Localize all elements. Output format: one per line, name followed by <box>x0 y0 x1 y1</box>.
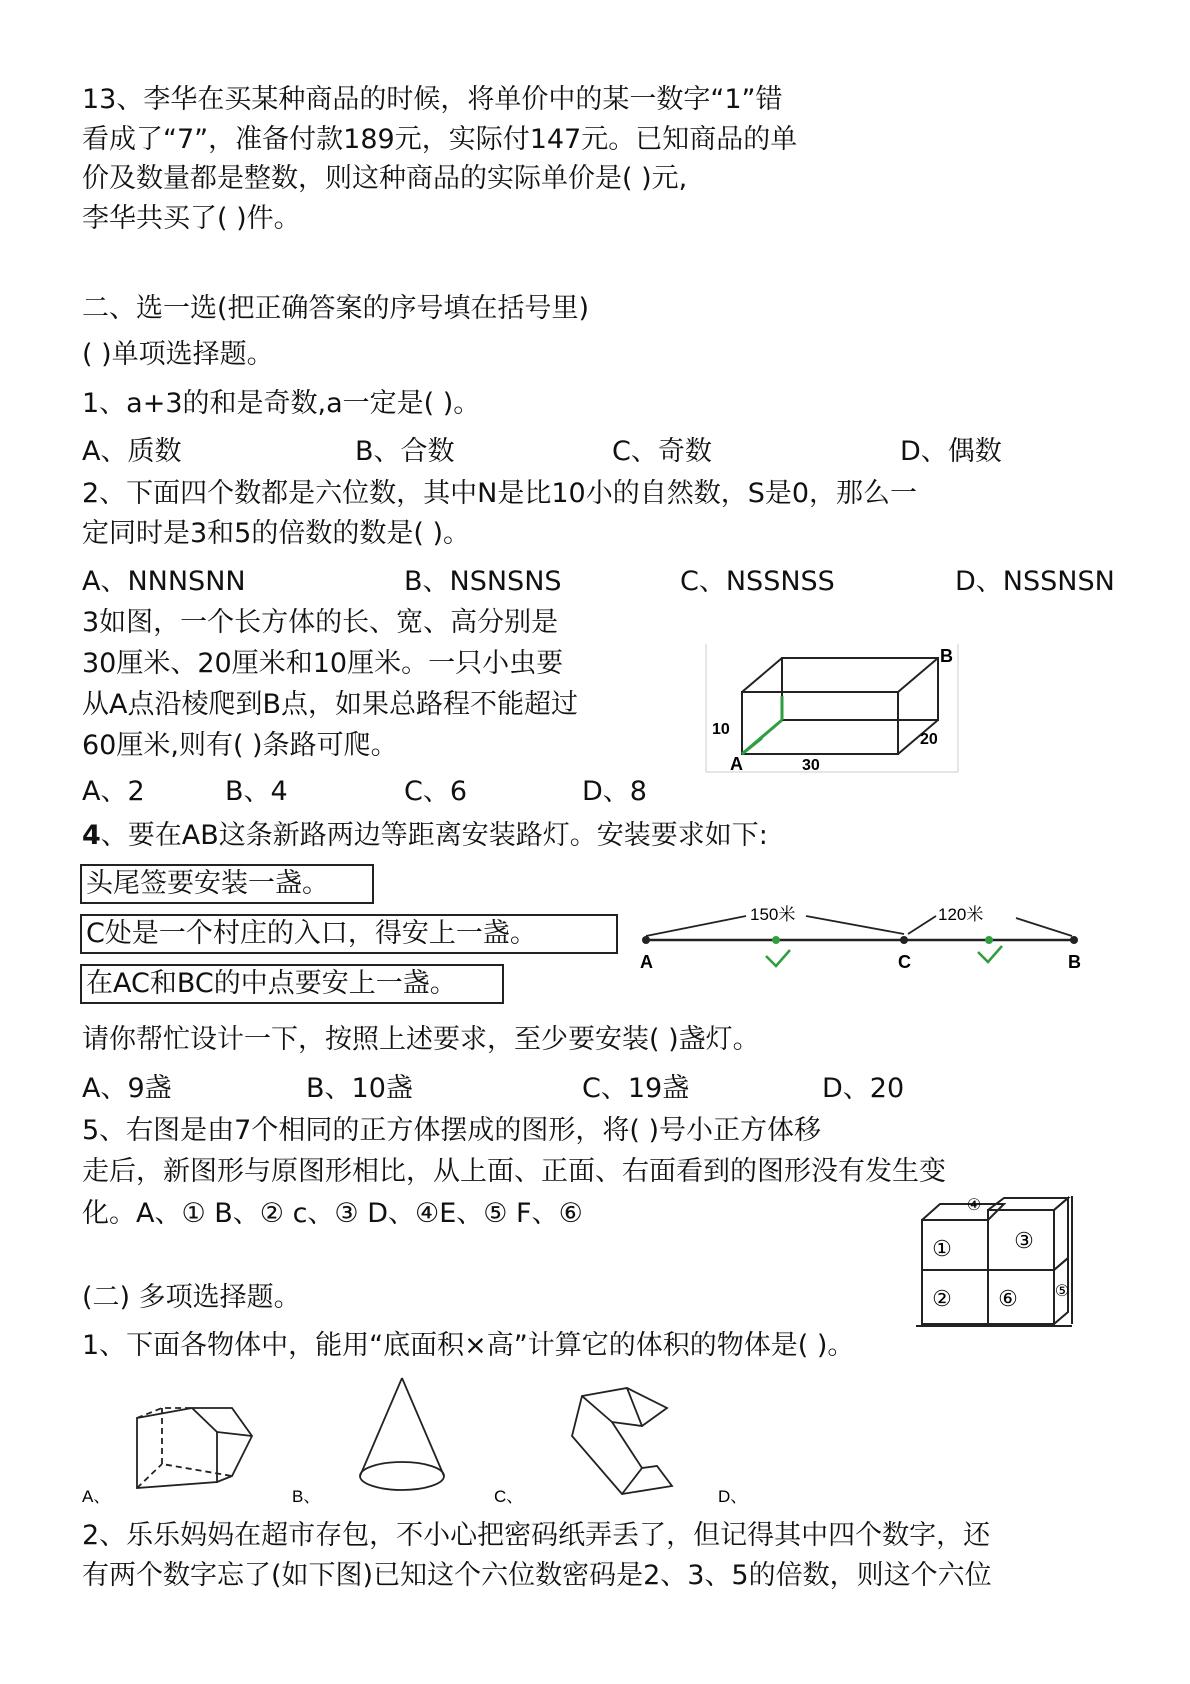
multiple-choice-heading: (二) 多项选择题。 <box>82 1282 301 1313</box>
distance-cb: 120米 <box>938 905 984 924</box>
road-label-a: A <box>640 952 653 972</box>
q13-line2: 看成了“7”，准备付款189元，实际付147元。已知商品的单 <box>82 124 798 155</box>
cuboid-label-10: 10 <box>712 721 730 738</box>
cube-label-5: ⑤ <box>1054 1283 1070 1300</box>
check-icon <box>978 946 1002 962</box>
solid-b-cone <box>360 1378 444 1490</box>
midpoint-cb <box>985 936 993 944</box>
s1-q2-option-c: C、NSSNSS <box>680 566 835 597</box>
solid-label-d: D、 <box>718 1487 748 1506</box>
cuboid-label-b: B <box>940 646 953 666</box>
cube-label-4: ④ <box>966 1197 982 1214</box>
s1-q3-line1: 3如图，一个长方体的长、宽、高分别是 <box>82 607 559 638</box>
solid-c-prism <box>572 1388 672 1494</box>
s1-q4-stem <box>82 820 768 852</box>
s1-q4-option-b: B、10盏 <box>306 1073 413 1104</box>
solids-figure <box>82 1376 782 1504</box>
s1-q3-line2: 30厘米、20厘米和10厘米。一只小虫要 <box>82 648 564 679</box>
cube-label-6: ⑥ <box>998 1286 1018 1311</box>
q4-rule-1: 头尾签要安装一盏。 <box>80 864 374 904</box>
s1-q3-line4: 60厘米,则有( )条路可爬。 <box>82 730 398 761</box>
section-title: 二、选一选(把正确答案的序号填在括号里) <box>82 293 590 324</box>
midpoint-ac <box>772 936 780 944</box>
s1-q1-option-a: A、质数 <box>82 436 182 467</box>
q13-line3: 价及数量都是整数，则这种商品的实际单价是( )元, <box>82 163 688 194</box>
s1-q3-line3: 从A点沿棱爬到B点，如果总路程不能超过 <box>82 689 578 720</box>
q13-line1: 13、李华在买某种商品的时候，将单价中的某一数字“1”错 <box>82 84 783 115</box>
s1-q1-option-b: B、合数 <box>355 436 455 467</box>
s1-q4-stem-text: 、要在AB这条新路两边等距离安装路灯。安装要求如下: <box>100 820 768 851</box>
cubes-figure <box>912 1196 1077 1331</box>
solid-label-c: C、 <box>494 1487 524 1506</box>
s1-q5-line1: 5、右图是由7个相同的正方体摆成的图形，将( )号小正方体移 <box>82 1115 822 1146</box>
cuboid-label-30: 30 <box>802 757 820 774</box>
s1-q1-stem: 1、a+3的和是奇数,a一定是( )。 <box>82 388 481 419</box>
s1-q2-option-b: B、NSNSNS <box>404 566 562 597</box>
cuboid-label-a: A <box>730 754 743 774</box>
s1-q4-option-d: D、20 <box>822 1073 905 1104</box>
s1-q3-option-b: B、4 <box>225 776 288 807</box>
s1-q4-option-c: C、19盏 <box>582 1073 690 1104</box>
cube-label-3: ③ <box>1014 1228 1034 1253</box>
s1-q4-number: 4 <box>82 820 101 851</box>
q4-rule-3: 在AC和BC的中点要安上一盏。 <box>80 964 504 1004</box>
q13-line4: 李华共买了( )件。 <box>82 203 301 234</box>
point-b <box>1070 936 1078 944</box>
solid-label-b: B、 <box>292 1487 321 1506</box>
s1-q5-line3: 化。A、① B、② c、③ D、④E、⑤ F、⑥ <box>82 1198 583 1229</box>
s1-q4-ask: 请你帮忙设计一下，按照上述要求，至少要安装( )盏灯。 <box>82 1024 760 1055</box>
road-label-c: C <box>898 952 911 972</box>
s1-q2-option-d: D、NSSNSN <box>955 566 1115 597</box>
s1-q2-line2: 定同时是3和5的倍数的数是( )。 <box>82 518 471 549</box>
point-c <box>900 936 908 944</box>
s1-q2-line1: 2、下面四个数都是六位数，其中N是比10小的自然数，S是0，那么一 <box>82 478 918 509</box>
q4-rule-2: C处是一个村庄的入口，得安上一盏。 <box>80 914 618 954</box>
cube-label-1: ① <box>932 1236 952 1261</box>
s2-q2-line2: 有两个数字忘了(如下图)已知这个六位数密码是2、3、5的倍数，则这个六位 <box>82 1560 992 1591</box>
s1-q3-option-d: D、8 <box>582 776 647 807</box>
single-choice-heading: ( )单项选择题。 <box>82 339 274 370</box>
check-icon <box>766 950 790 966</box>
s1-q3-option-a: A、2 <box>82 776 145 807</box>
s2-q1-stem: 1、下面各物体中，能用“底面积×高”计算它的体积的物体是( )。 <box>82 1330 855 1361</box>
road-label-b: B <box>1068 952 1081 972</box>
cuboid-figure <box>706 644 958 774</box>
s1-q4-option-a: A、9盏 <box>82 1073 172 1104</box>
cuboid-label-20: 20 <box>920 731 938 748</box>
s1-q1-option-d: D、偶数 <box>900 436 1002 467</box>
s1-q5-line2: 走后，新图形与原图形相比，从上面、正面、右面看到的图形没有发生变 <box>82 1156 946 1187</box>
s1-q2-option-a: A、NNNSNN <box>82 566 246 597</box>
road-figure <box>636 896 1086 976</box>
s2-q2-line1: 2、乐乐妈妈在超市存包，不小心把密码纸弄丢了，但记得其中四个数字，还 <box>82 1520 991 1551</box>
distance-ac: 150米 <box>750 905 796 924</box>
s1-q3-option-c: C、6 <box>404 776 468 807</box>
solid-a-prism <box>137 1408 252 1488</box>
solid-label-a: A、 <box>82 1487 111 1506</box>
cube-label-2: ② <box>932 1286 952 1311</box>
s1-q1-option-c: C、奇数 <box>612 436 712 467</box>
point-a <box>642 936 650 944</box>
